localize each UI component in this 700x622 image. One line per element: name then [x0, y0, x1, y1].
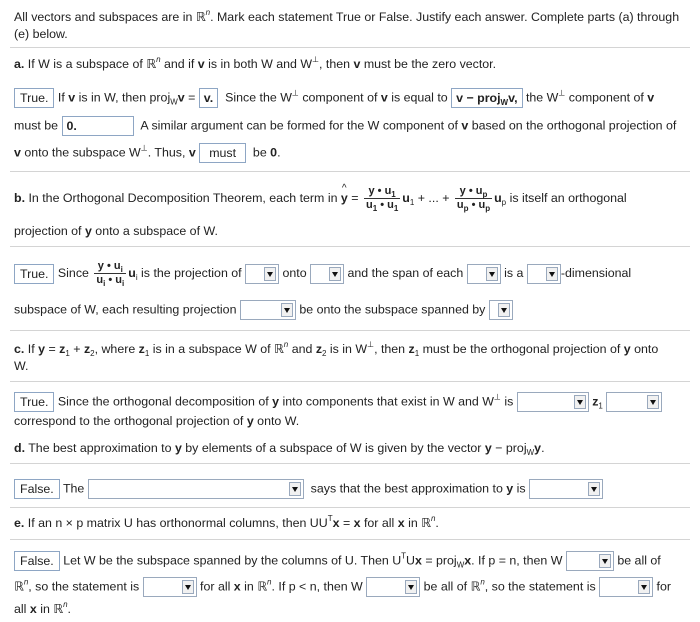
dropdown-unique[interactable] [517, 392, 589, 412]
answer-e-line-3: all x in ℝ$^n$. [14, 600, 71, 616]
divider [10, 463, 690, 464]
answer-a-line-3: v onto the subspace W⊥. Thus, v must be 0. [14, 143, 281, 163]
dropdown-w-pn[interactable] [566, 551, 614, 571]
divider [10, 381, 690, 382]
question-b-line-2: projection of y onto a subspace of W. [14, 224, 218, 238]
true-false-badge-e: False. [14, 551, 60, 571]
dropdown-z1-must[interactable] [606, 392, 662, 412]
dropdown-onto[interactable] [310, 264, 344, 284]
divider [10, 330, 690, 331]
divider [10, 47, 690, 48]
question-c-line-2: W. [14, 359, 29, 373]
dropdown-theorem[interactable] [88, 479, 304, 499]
question-b: b. In the Orthogonal Decomposition Theorem, each term in ^ y = $\frac{y • u_1}{u_1 • u_1}$ $u_1$ + ... + $\frac{y • u_p}{u_p • u_p}$ $u_p$ is itself an orthogonal [14, 180, 627, 216]
question-e: e. If an n × p matrix U has orthonormal columns, then $UU^Tx = x$ for all x in ℝ$^n$. [14, 514, 439, 530]
answer-c-line-2: correspond to the orthogonal projection of y onto W. [14, 414, 300, 428]
proj-answer-a[interactable]: v. [199, 88, 218, 108]
divider [10, 246, 690, 247]
answer-e-line-1: False. Let W be the subspace spanned by the columns of U. Then $U^TUx$ = proj$_W$x. If p = n, then W be all of [14, 551, 661, 571]
answer-d-line-1: False. The says that the best approximation to y is [14, 479, 603, 499]
true-false-badge-a: True. [14, 88, 54, 108]
answer-e-line-2: ℝ$^n$, so the statement is for all x in ℝ$^n$. If p < n, then W be all of ℝ$^n$, so the statement is for [14, 577, 671, 597]
intro-line-2: (e) below. [14, 27, 68, 41]
dropdown-best-approximation[interactable] [529, 479, 603, 499]
question-a: a. If W is a subspace of ℝ$^n$ and if v is in both W and W⊥, then v must be the zero vector. [14, 55, 497, 71]
dropdown-projection-of[interactable] [245, 264, 279, 284]
intro-line-1: All vectors and subspaces are in ℝ$^n$. Mark each statement True or False. Justify each answer. Complete parts (a) through [14, 8, 680, 24]
answer-c-line-1: True. Since the orthogonal decomposition of y into components that exist in W and W⊥ is $z_1$ [14, 392, 662, 412]
dropdown-must-can[interactable] [240, 300, 296, 320]
divider [10, 171, 690, 172]
fraction-term-p: $\frac{y • u_p}{u_p • u_p}$ [456, 185, 491, 214]
fraction-term-1: $\frac{y • u_1}{u_1 • u_1}$ [365, 185, 399, 214]
dropdown-span-of-each[interactable] [467, 264, 501, 284]
true-false-badge-b: True. [14, 264, 54, 284]
divider [10, 507, 690, 508]
must-answer-a[interactable]: must [199, 143, 246, 163]
true-false-badge-c: True. [14, 392, 54, 412]
question-c: c. If $y = z_1 + z_2$, where $z_1$ is in a subspace W of ℝ$^n$ and $z_2$ is in W⊥, then $z_1$ must be the orthogonal projection of y onto [14, 340, 659, 358]
zero-answer-a[interactable]: 0. [62, 116, 134, 136]
dropdown-statement-pltn[interactable] [599, 577, 653, 597]
answer-a-line-2: must be 0. A similar argument can be formed for the W component of v based on the orthogonal projection of [14, 116, 676, 136]
answer-a-line-1: True. If v is in W, then proj$_W$v = v. Since the W⊥ component of v is equal to v − proj$_W$v, the W⊥ component of v [14, 88, 654, 108]
question-d: d. The best approximation to y by elements of a subspace of W is given by the vector y − proj$_W$y. [14, 441, 545, 457]
dropdown-w-pltn[interactable] [366, 577, 420, 597]
answer-b-line-2: subspace of W, each resulting projection be onto the subspace spanned by [14, 300, 513, 320]
true-false-badge-d: False. [14, 479, 60, 499]
fraction-term-i: $\frac{y • u_i}{u_i • u_i}$ [96, 260, 125, 289]
dropdown-dimension[interactable] [527, 264, 561, 284]
divider [10, 539, 690, 540]
component-answer-a[interactable]: v − proj$_W$v, [451, 88, 522, 108]
dropdown-statement-pn[interactable] [143, 577, 197, 597]
answer-b-line-1: True. Since $\frac{y • u_i}{u_i • u_i}$ $u_i$ is the projection of onto and the span of each is a -dimensional [14, 254, 631, 292]
dropdown-spanned-by[interactable] [489, 300, 513, 320]
